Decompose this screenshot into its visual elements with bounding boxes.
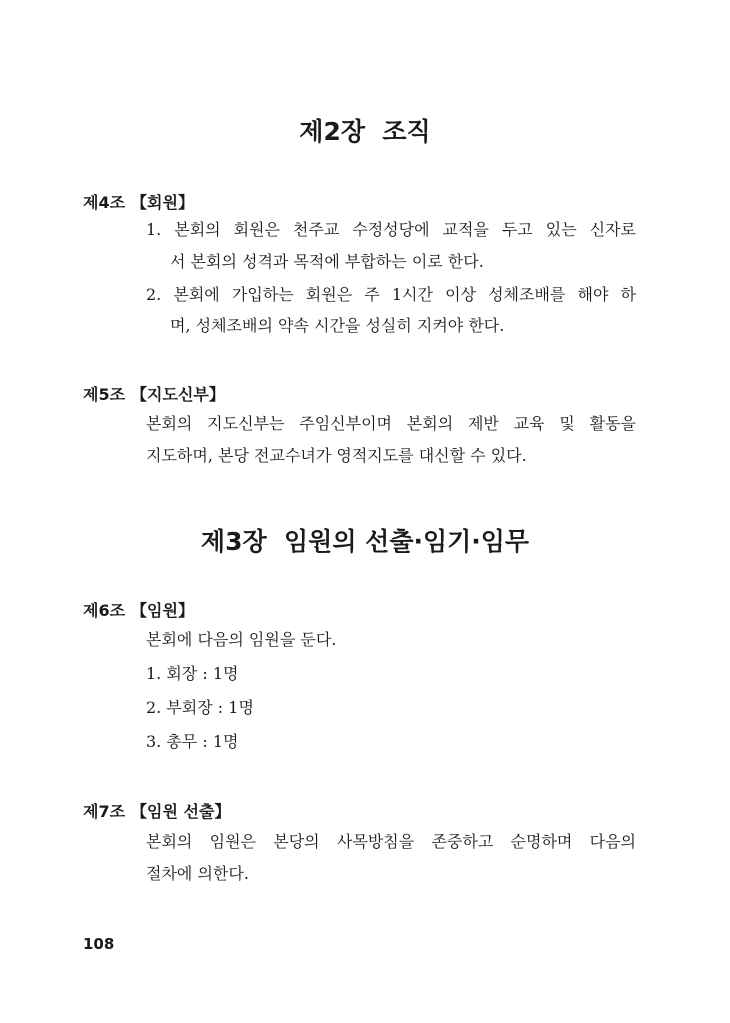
list-item: 1. 회장 : 1명	[146, 664, 239, 683]
article-title: 【회원】	[131, 193, 194, 212]
article-number: 제5조	[83, 385, 126, 404]
article-number: 제4조	[83, 193, 126, 212]
list-item-line: 1. 본회의 회원은 천주교 수정성당에 교적을 두고 있는 신자로	[146, 220, 636, 239]
list-item-line: 2. 본회에 가입하는 회원은 주 1시간 이상 성체조배를 해야 하	[146, 285, 636, 304]
chapter-title: 제2장 조직	[299, 117, 431, 146]
paragraph-line: 절차에 의한다.	[146, 864, 249, 883]
article-number: 제7조	[83, 802, 126, 821]
list-item: 3. 총무 : 1명	[146, 732, 239, 751]
list-item-line: 며, 성체조배의 약속 시간을 성실히 지켜야 한다.	[170, 316, 505, 335]
article-heading	[83, 190, 194, 213]
chapter-title: 제3장 임원의 선출·임기·임무	[200, 527, 530, 556]
article-heading	[83, 598, 194, 621]
paragraph-line: 지도하며, 본당 전교수녀가 영적지도를 대신할 수 있다.	[146, 446, 527, 465]
article-title: 【지도신부】	[131, 385, 225, 404]
paragraph-line: 본회의 지도신부는 주임신부이며 본회의 제반 교육 및 활동을	[146, 414, 636, 433]
article-title: 【임원 선출】	[131, 802, 231, 821]
list-item: 2. 부회장 : 1명	[146, 698, 254, 717]
list-item-line: 서 본회의 성격과 목적에 부합하는 이로 한다.	[170, 252, 484, 271]
article-number: 제6조	[83, 601, 126, 620]
article-heading	[83, 799, 230, 822]
article-title: 【임원】	[131, 601, 194, 620]
paragraph-line: 본회에 다음의 임원을 둔다.	[146, 630, 337, 649]
article-heading	[83, 382, 225, 405]
page-number: 108	[83, 935, 115, 953]
paragraph-line: 본회의 임원은 본당의 사목방침을 존중하고 순명하며 다음의	[146, 832, 636, 851]
